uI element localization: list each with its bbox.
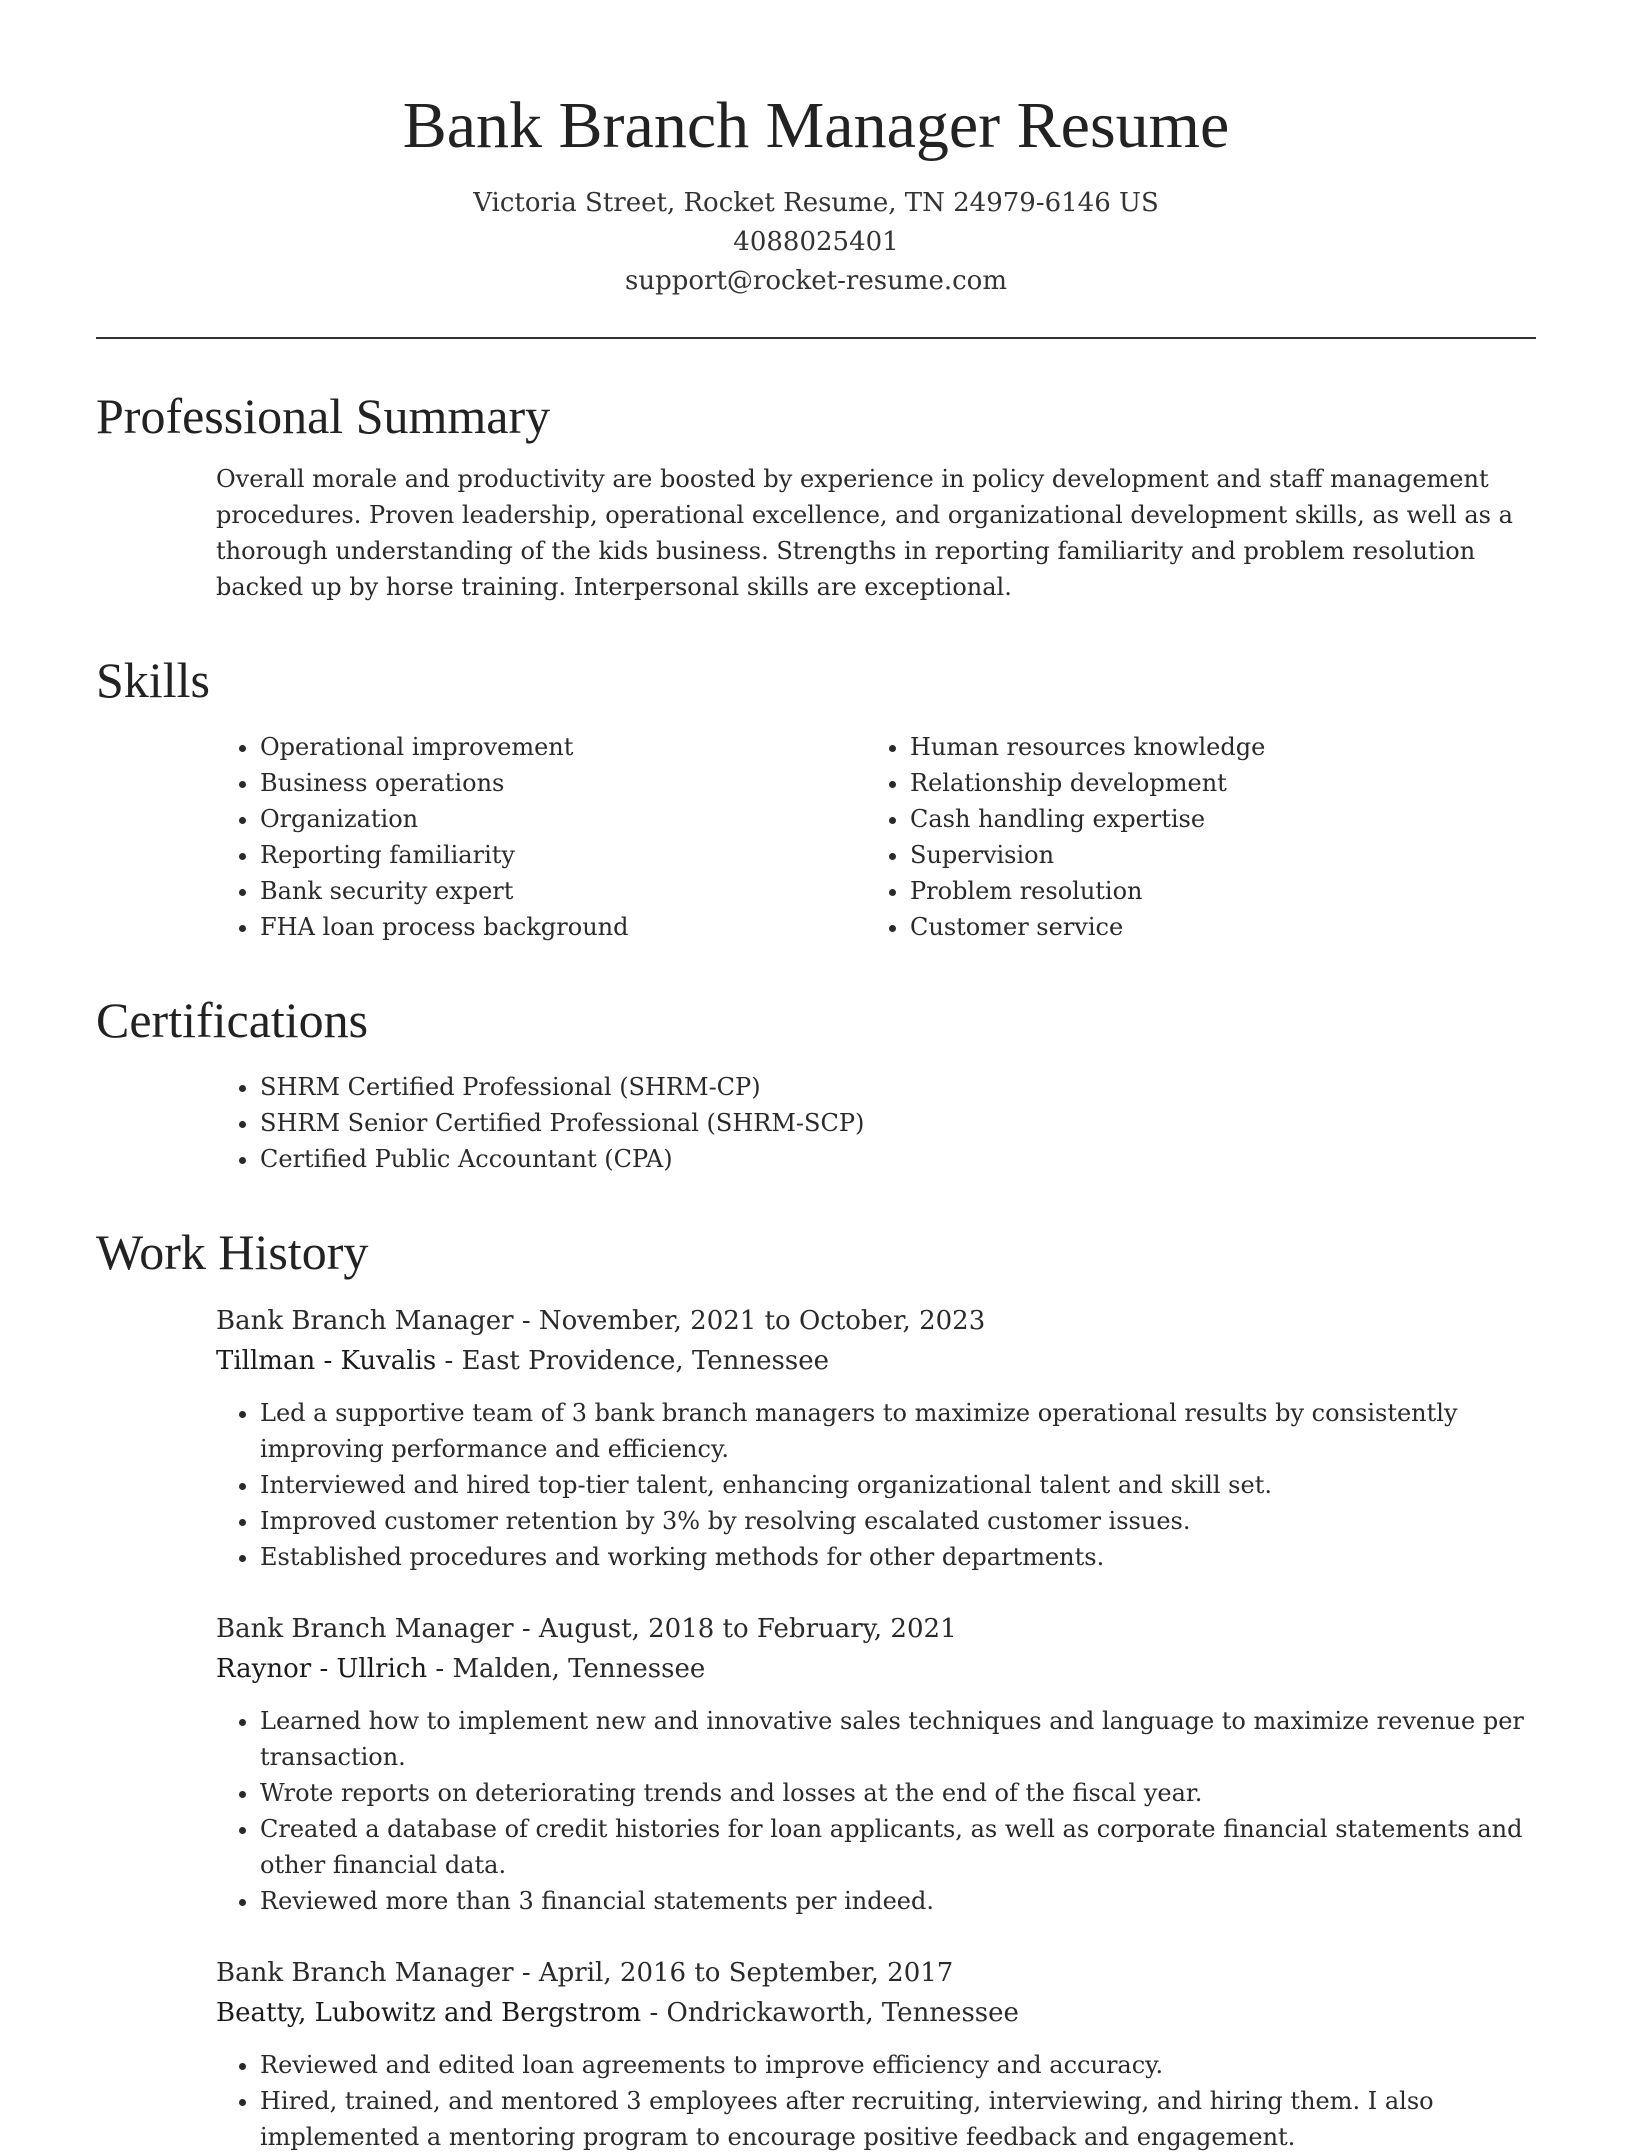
certification-item: • SHRM Certified Professional (SHRM-CP)	[260, 1069, 1536, 1105]
job-company: Tillman - Kuvalis	[216, 1346, 437, 1376]
skill-item: • Business operations	[260, 765, 866, 801]
job-title-line: Bank Branch Manager - November, 2021 to October, 2023	[216, 1306, 986, 1336]
job-bullets	[216, 2047, 1536, 2155]
job-bullet: • Reviewed and edited loan agreements to improve efficiency and accuracy.	[260, 2047, 1536, 2083]
job-company-line: Raynor - Ullrich - Malden, Tennessee	[216, 1654, 706, 1684]
job-location: Ondrickaworth, Tennessee	[666, 1998, 1019, 2028]
skills-heading: Skills	[96, 652, 210, 708]
skill-item: • Organization	[260, 801, 866, 837]
skill-item: • Bank security expert	[260, 873, 866, 909]
skills-list-left	[216, 729, 866, 945]
job-company: Beatty, Lubowitz and Bergstrom	[216, 1998, 642, 2028]
job-entry	[216, 1953, 1536, 2155]
job-bullet: • Wrote reports on deteriorating trends and losses at the end of the fiscal year.	[260, 1775, 1536, 1811]
job-location: East Providence, Tennessee	[461, 1346, 830, 1376]
job-bullets	[216, 1703, 1536, 1919]
certifications-heading: Certifications	[96, 992, 369, 1048]
job-bullet: • Reviewed more than 3 financial statements per indeed.	[260, 1883, 1536, 1919]
job-location: Malden, Tennessee	[452, 1654, 706, 1684]
skill-item: • Cash handling expertise	[910, 801, 1516, 837]
contact-email: support@rocket-resume.com	[624, 266, 1007, 296]
job-dates: August, 2018 to February, 2021	[538, 1614, 957, 1644]
skill-item: • Supervision	[910, 837, 1516, 873]
contact-phone: 4088025401	[733, 227, 899, 257]
summary-section	[96, 381, 1536, 605]
skill-item: • Problem resolution	[910, 873, 1516, 909]
skill-item: • Human resources knowledge	[910, 729, 1516, 765]
contact-address: Victoria Street, Rocket Resume, TN 24979-6146 US	[473, 188, 1159, 218]
job-bullet: • Led a supportive team of 3 bank branch managers to maximize operational results by consistently improving performance and efficiency.	[260, 1395, 1536, 1467]
certification-item: • SHRM Senior Certified Professional (SHRM-SCP)	[260, 1105, 1536, 1141]
job-title: Bank Branch Manager	[216, 1958, 514, 1988]
job-dates: November, 2021 to October, 2023	[538, 1306, 986, 1336]
job-title-line: Bank Branch Manager - April, 2016 to September, 2017	[216, 1958, 954, 1988]
certifications-list	[216, 1069, 1536, 1177]
job-title: Bank Branch Manager	[216, 1614, 514, 1644]
header-divider	[96, 337, 1536, 339]
resume-header	[96, 0, 1536, 301]
summary-text: Overall morale and productivity are boosted by experience in policy development and staff management procedures. Proven leadership, operational excellence, and organizational development skills, as well as a thorough understanding of the kids business. Strengths in reporting familiarity and problem resolution backed up by horse training. Interpersonal skills are exceptional.	[216, 465, 1513, 601]
work-history-section	[96, 1217, 1536, 2155]
certifications-section	[96, 985, 1536, 1177]
job-entry	[216, 1609, 1536, 1919]
job-bullet: • Hired, trained, and mentored 3 employees after recruiting, interviewing, and hiring them. I also implemented a mentoring program to encourage positive feedback and engagement.	[260, 2083, 1536, 2155]
skills-grid	[216, 729, 1536, 945]
job-company-line: Tillman - Kuvalis - East Providence, Tennessee	[216, 1346, 830, 1376]
job-entry	[216, 1301, 1536, 1575]
job-bullet: • Established procedures and working methods for other departments.	[260, 1539, 1536, 1575]
job-bullet: • Learned how to implement new and innovative sales techniques and language to maximize revenue per transaction.	[260, 1703, 1536, 1775]
skill-item: • Customer service	[910, 909, 1516, 945]
skills-section	[96, 645, 1536, 945]
job-dates: April, 2016 to September, 2017	[538, 1958, 954, 1988]
job-bullet: • Interviewed and hired top-tier talent, enhancing organizational talent and skill set.	[260, 1467, 1536, 1503]
skill-item: • Operational improvement	[260, 729, 866, 765]
job-company-line: Beatty, Lubowitz and Bergstrom - Ondrickaworth, Tennessee	[216, 1998, 1019, 2028]
skill-item: • Relationship development	[910, 765, 1516, 801]
resume-title: Bank Branch Manager Resume	[402, 89, 1230, 162]
summary-heading: Professional Summary	[96, 388, 551, 444]
skills-list-right	[866, 729, 1516, 945]
job-company: Raynor - Ullrich	[216, 1654, 428, 1684]
work-history-heading: Work History	[96, 1224, 369, 1280]
job-title-line: Bank Branch Manager - August, 2018 to February, 2021	[216, 1614, 957, 1644]
skill-item: • Reporting familiarity	[260, 837, 866, 873]
job-bullet: • Improved customer retention by 3% by resolving escalated customer issues.	[260, 1503, 1536, 1539]
job-title: Bank Branch Manager	[216, 1306, 514, 1336]
job-bullets	[216, 1395, 1536, 1575]
skill-item: • FHA loan process background	[260, 909, 866, 945]
certification-item: • Certified Public Accountant (CPA)	[260, 1141, 1536, 1177]
job-bullet: • Created a database of credit histories for loan applicants, as well as corporate financial statements and other financial data.	[260, 1811, 1536, 1883]
